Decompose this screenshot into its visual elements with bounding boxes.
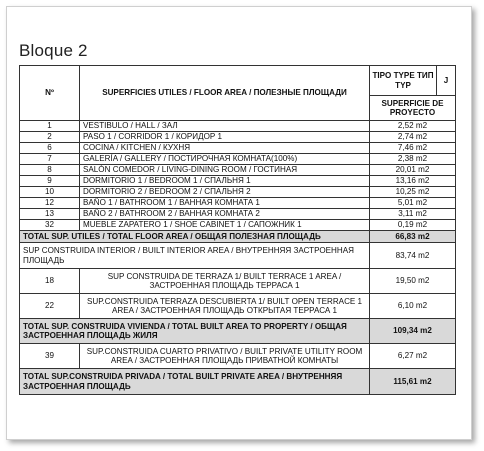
row-num: 6	[20, 143, 80, 154]
header-num: Nº	[20, 66, 80, 121]
built-interior-row	[20, 243, 456, 269]
utility-room-num: 39	[20, 344, 80, 369]
row-desc: DORMITORIO 2 / BEDROOM 2 / СПАЛЬНЯ 2	[80, 187, 370, 198]
row-value: 2,38 m2	[370, 154, 456, 165]
table-row	[20, 121, 456, 132]
row-num: 8	[20, 165, 80, 176]
table-row	[20, 176, 456, 187]
total-built-property-value: 109,34 m2	[370, 319, 456, 344]
utility-room-row	[20, 344, 456, 369]
table-row	[20, 209, 456, 220]
total-useful-label: TOTAL SUP. UTILES / TOTAL FLOOR AREA / ОБЩАЯ ПОЛЕЗНАЯ ПЛОЩАДЬ	[20, 231, 370, 243]
row-value: 5,01 m2	[370, 198, 456, 209]
table-row	[20, 165, 456, 176]
row-desc: MUEBLE ZAPATERO 1 / SHOE CABINET 1 / САПОЖНИК 1	[80, 220, 370, 231]
row-num: 10	[20, 187, 80, 198]
terrace-open-value: 6,10 m2	[370, 294, 456, 319]
row-value: 13,16 m2	[370, 176, 456, 187]
terrace1-row	[20, 269, 456, 294]
header-type-value: J	[443, 75, 449, 85]
row-num: 1	[20, 121, 80, 132]
table-row	[20, 198, 456, 209]
row-value: 3,11 m2	[370, 209, 456, 220]
total-useful-value: 66,83 m2	[370, 231, 456, 243]
document-title: Bloque 2	[19, 41, 88, 60]
row-value: 0,19 m2	[370, 220, 456, 231]
total-useful-row	[20, 231, 456, 243]
row-value: 2,52 m2	[370, 121, 456, 132]
row-desc: SALÓN COMEDOR / LIVING-DINING ROOM / ГОСТИНАЯ	[80, 165, 370, 176]
row-value: 10,25 m2	[370, 187, 456, 198]
room-rows	[20, 121, 456, 231]
terrace1-desc: SUP CONSTRUIDA DE TERRAZA 1/ BUILT TERRACE 1 AREA / ЗАСТРОЕННАЯ ПЛОЩАДЬ ТЕРРАСА 1	[80, 269, 370, 294]
row-desc: DORMITORIO 1 / BEDROOM 1 / СПАЛЬНЯ 1	[80, 176, 370, 187]
total-built-property-row	[20, 319, 456, 344]
row-desc: BAÑO 2 / BATHROOM 2 / ВАННАЯ КОМНАТА 2	[80, 209, 370, 220]
total-built-private-row	[20, 369, 456, 395]
row-num: 2	[20, 132, 80, 143]
table-row	[20, 132, 456, 143]
total-built-private-value: 115,61 m2	[370, 369, 456, 395]
built-interior-value: 83,74 m2	[370, 243, 456, 269]
header-surface: SUPERFICIE DE PROYECTO	[370, 96, 456, 121]
header-area: SUPERFICIES UTILES / FLOOR AREA / ПОЛЕЗНЫЕ ПЛОЩАДИ	[80, 66, 370, 121]
row-num: 9	[20, 176, 80, 187]
row-desc: COCINA / KITCHEN / КУХНЯ	[80, 143, 370, 154]
terrace-open-row	[20, 294, 456, 319]
row-num: 13	[20, 209, 80, 220]
header-type-cell	[370, 66, 456, 96]
header-type-label: TIPO TYPE ТИП TYP	[370, 66, 437, 95]
table-row	[20, 143, 456, 154]
row-num: 7	[20, 154, 80, 165]
row-desc: VESTIBULO / HALL / ЗАЛ	[80, 121, 370, 132]
row-num: 32	[20, 220, 80, 231]
row-desc: GALERÍA / GALLERY / ПОСТИРОЧНАЯ КОМНАТА(100%)	[80, 154, 370, 165]
row-desc: PASO 1 / CORRIDOR 1 / КОРИДОР 1	[80, 132, 370, 143]
row-desc: BAÑO 1 / BATHROOM 1 / ВАННАЯ КОМНАТА 1	[80, 198, 370, 209]
table-header-row	[20, 66, 456, 96]
terrace-open-num: 22	[20, 294, 80, 319]
row-num: 12	[20, 198, 80, 209]
utility-room-value: 6,27 m2	[370, 344, 456, 369]
table-row	[20, 187, 456, 198]
area-table	[19, 65, 456, 395]
row-value: 2,74 m2	[370, 132, 456, 143]
document-frame	[6, 6, 472, 440]
row-value: 20,01 m2	[370, 165, 456, 176]
terrace1-num: 18	[20, 269, 80, 294]
table-row	[20, 220, 456, 231]
total-built-property-label: TOTAL SUP. CONSTRUIDA VIVIENDA / TOTAL BUILT AREA TO PROPERTY / ОБЩАЯ ЗАСТРОЕННАЯ ПЛОЩАДЬ ЖИЛЯ	[20, 319, 370, 344]
row-value: 7,46 m2	[370, 143, 456, 154]
total-built-private-label: TOTAL SUP.CONSTRUIDA PRIVADA / TOTAL BUILT PRIVATE AREA / ВНУТРЕННЯЯ ЗАСТРОЕННАЯ ПЛОЩАДЬ	[20, 369, 370, 395]
table-row	[20, 154, 456, 165]
built-interior-label: SUP CONSTRUIDA INTERIOR / BUILT INTERIOR AREA / ВНУТРЕННЯЯ ЗАСТРОЕННАЯ ПЛОЩАДЬ	[20, 243, 370, 269]
terrace-open-desc: SUP.CONSTRUIDA TERRAZA DESCUBIERTA 1/ BUILT OPEN TERRACE 1 AREA / ЗАСТРОЕННАЯ ПЛОЩАДЬ ОТКРЫТАЯ ТЕРРАСА 1	[80, 294, 370, 319]
utility-room-desc: SUP.CONSTRUIDA CUARTO PRIVATIVO / BUILT PRIVATE UTILITY ROOM AREA / ЗАСТРОЕННАЯ ПЛОЩАДЬ ПРИВАТНОЙ КОМНАТЫ	[80, 344, 370, 369]
terrace1-value: 19,50 m2	[370, 269, 456, 294]
